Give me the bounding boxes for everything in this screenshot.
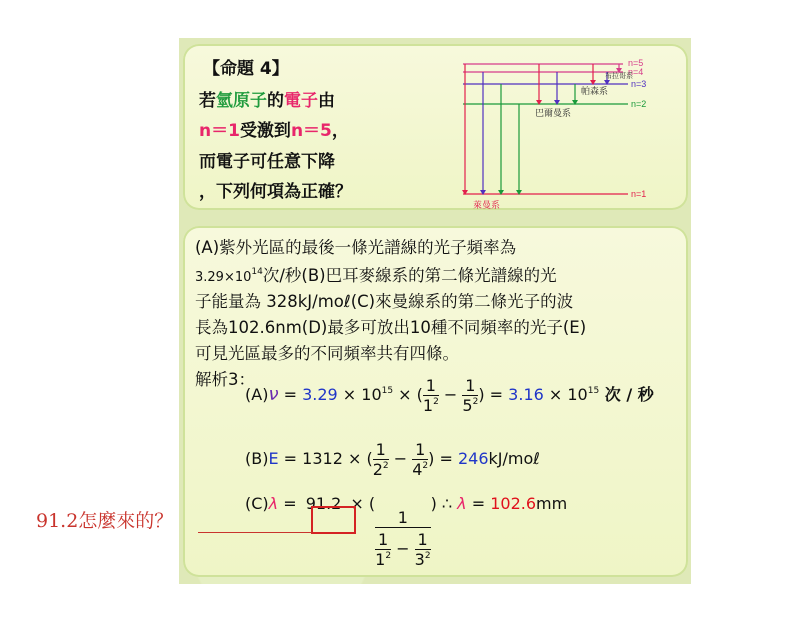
text: = bbox=[278, 494, 302, 513]
text: × ( bbox=[393, 385, 423, 404]
text: = bbox=[278, 385, 303, 404]
options-panel bbox=[183, 226, 688, 577]
text: 102.6 bbox=[490, 494, 537, 513]
text: λ bbox=[457, 494, 467, 513]
label-lyman: 萊曼系 bbox=[473, 200, 501, 210]
text: mm bbox=[536, 494, 568, 513]
label-n1: n=1 bbox=[631, 189, 647, 199]
text: ， bbox=[331, 121, 349, 141]
question-underline bbox=[198, 532, 312, 533]
text: ) = bbox=[478, 385, 509, 404]
text: 14 bbox=[251, 267, 263, 277]
label-n4: n=4 bbox=[628, 67, 644, 77]
label-paschen: 帕森系 bbox=[581, 86, 609, 96]
text: 5 bbox=[462, 396, 473, 415]
label-n3: n=3 bbox=[631, 79, 647, 89]
text-hydrogen-atom: 氫原子 bbox=[216, 91, 267, 111]
question-annotation: 91.2怎麼來的？ bbox=[36, 510, 174, 532]
text: 1 bbox=[422, 396, 434, 415]
text: 1 bbox=[415, 530, 431, 550]
problem-panel bbox=[183, 44, 688, 210]
text: 2 bbox=[372, 460, 383, 479]
options-line-2 bbox=[195, 262, 557, 286]
options-line-5: 可見光區最多的不同頻率共有四條。 bbox=[195, 344, 459, 363]
text: (C) bbox=[245, 494, 269, 513]
text: = 1312 × ( bbox=[278, 449, 373, 468]
text: 3.29 bbox=[302, 385, 338, 404]
text-n1: n＝1 bbox=[199, 121, 240, 141]
text: kJ/mo bbox=[488, 449, 534, 468]
text: 受激到 bbox=[239, 121, 291, 141]
fraction bbox=[415, 530, 431, 569]
fraction bbox=[462, 376, 478, 415]
solution-a bbox=[245, 376, 654, 415]
text: 15 bbox=[587, 386, 600, 396]
text: 1 bbox=[373, 440, 389, 460]
text-n5: n＝5 bbox=[290, 121, 332, 141]
fraction bbox=[373, 440, 389, 479]
text: 4 bbox=[412, 460, 423, 479]
problem-line-2 bbox=[199, 116, 349, 141]
text: ℓ bbox=[533, 449, 540, 468]
label-n5: n=5 bbox=[628, 58, 644, 68]
solution-b bbox=[245, 440, 540, 479]
text: 的 bbox=[267, 91, 284, 111]
text: − bbox=[438, 385, 463, 404]
text: − bbox=[391, 539, 415, 558]
text: 2 bbox=[385, 551, 392, 561]
text: 15 bbox=[381, 386, 394, 396]
text: 1 bbox=[412, 440, 428, 460]
slide-card bbox=[179, 38, 691, 584]
text: × ( bbox=[345, 494, 376, 513]
solution-label: 解析3： bbox=[195, 370, 255, 389]
text: (B) bbox=[245, 449, 269, 468]
text: ) ∴ bbox=[430, 494, 458, 513]
text: = bbox=[466, 494, 491, 513]
problem-line-4: ，下列何項為正確？ bbox=[199, 182, 352, 202]
text: 3.29 bbox=[195, 270, 224, 285]
text: λ bbox=[268, 494, 279, 513]
text: 若 bbox=[199, 91, 216, 111]
text: E bbox=[268, 449, 279, 468]
label-n2: n=2 bbox=[631, 99, 647, 109]
text: ×10 bbox=[223, 270, 252, 285]
text: 子能量為 328kJ/mo bbox=[195, 292, 344, 311]
text: 3.16 bbox=[508, 385, 544, 404]
text: 次/秒(B)巴耳麥線系的第二條光譜線的光 bbox=[262, 266, 557, 285]
label-balmer: 巴爾曼系 bbox=[535, 108, 572, 118]
problem-line-1 bbox=[199, 86, 335, 111]
fraction bbox=[375, 508, 430, 569]
fraction bbox=[375, 530, 391, 569]
solution-c bbox=[245, 494, 568, 569]
text: 1 bbox=[462, 376, 478, 396]
text: 2 bbox=[424, 551, 431, 561]
text: 2 bbox=[472, 397, 479, 407]
text: 1 bbox=[375, 530, 391, 550]
text: 2 bbox=[433, 397, 439, 407]
text: 由 bbox=[318, 91, 335, 111]
text: (A) bbox=[245, 385, 269, 404]
value-91-2: 91.2 bbox=[305, 494, 342, 513]
text: − bbox=[388, 449, 413, 468]
text: 次 / 秒 bbox=[599, 385, 654, 404]
text: ℓ bbox=[343, 292, 351, 311]
text: 1 bbox=[375, 508, 430, 528]
options-line-3 bbox=[195, 288, 573, 312]
highlight-box bbox=[311, 506, 356, 534]
text: 1 bbox=[423, 376, 439, 396]
text: 3 bbox=[414, 550, 425, 569]
fraction bbox=[412, 440, 428, 479]
text: 1 bbox=[375, 550, 386, 569]
problem-title: 【命題 4】 bbox=[203, 59, 289, 79]
text: ν bbox=[268, 384, 279, 405]
text: 2 bbox=[382, 461, 389, 471]
fraction bbox=[423, 376, 439, 415]
label-brackett: 布拉哥系 bbox=[605, 73, 633, 80]
options-line-1: (A)紫外光區的最後一條光譜線的光子頻率為 bbox=[195, 238, 517, 257]
options-line-4: 長為102.6nm(D)最多可放出10種不同頻率的光子(E) bbox=[195, 318, 587, 337]
text: 246 bbox=[457, 449, 489, 468]
text: 2 bbox=[422, 461, 429, 471]
text-electron: 電子 bbox=[284, 91, 318, 111]
text: × 10 bbox=[337, 385, 382, 404]
text: ) = bbox=[428, 449, 458, 468]
text: (C)來曼線系的第二條光子的波 bbox=[350, 292, 574, 311]
problem-line-3: 而電子可任意下降 bbox=[199, 152, 335, 172]
energy-level-diagram bbox=[453, 52, 663, 212]
text: × 10 bbox=[543, 385, 588, 404]
